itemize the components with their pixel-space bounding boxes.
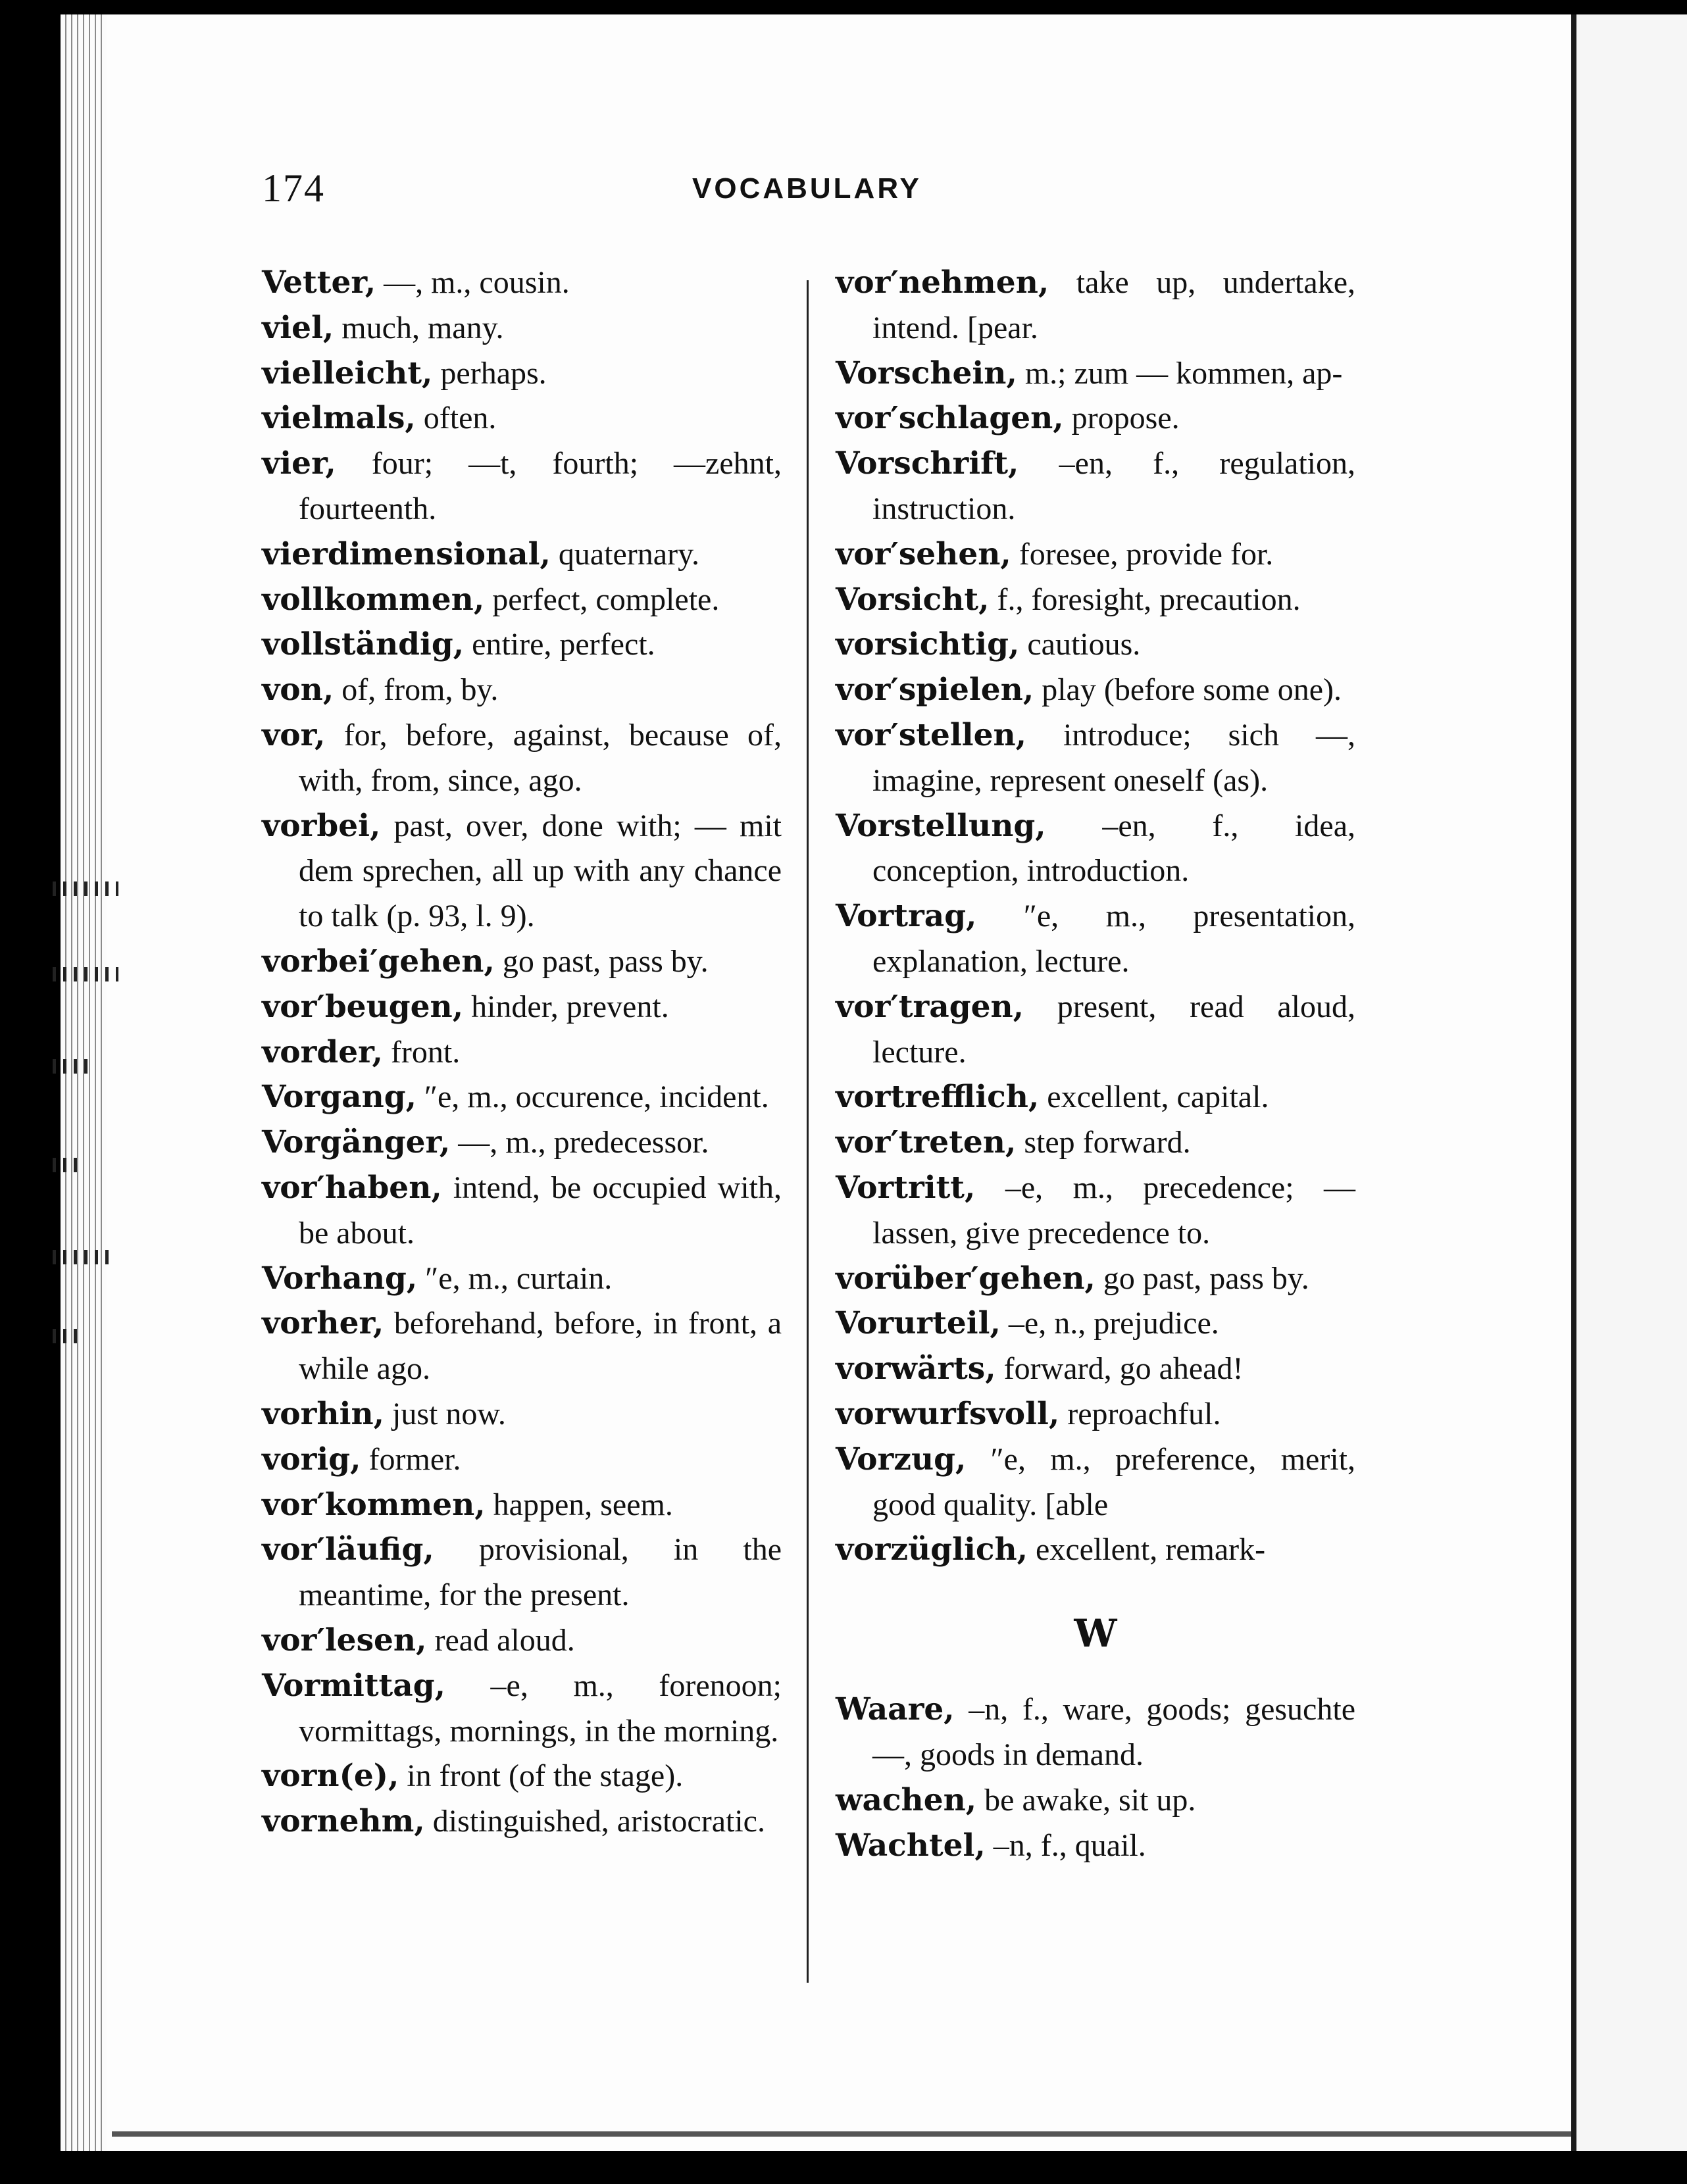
vocabulary-entry	[262, 1664, 782, 1754]
vocabulary-entry	[262, 1618, 782, 1664]
vocabulary-entry	[262, 985, 782, 1030]
entry-definition: provisional, in the meantime, for the present.	[299, 1532, 782, 1613]
entry-headword: vorüber′gehen,	[836, 1260, 1095, 1297]
entry-headword: vor′haben,	[262, 1169, 442, 1206]
entry-definition: four; —t, fourth; —zehnt, fourteenth.	[299, 446, 782, 526]
entry-definition: perhaps.	[432, 355, 547, 391]
entry-definition: play (before some one).	[1034, 672, 1342, 708]
entry-headword: vor′beugen,	[262, 988, 464, 1025]
vocabulary-entry	[836, 261, 1355, 351]
page-bottom-edge	[112, 2131, 1573, 2137]
entry-headword: vollständig,	[262, 626, 465, 663]
vocabulary-entry	[262, 1483, 782, 1528]
entry-headword: Vetter,	[262, 264, 376, 301]
vocabulary-entry	[262, 396, 782, 441]
vocabulary-entry	[262, 1301, 782, 1392]
entry-definition: –e, n., prejudice.	[1000, 1306, 1219, 1341]
entry-definition: —, m., predecessor.	[450, 1125, 709, 1160]
entry-headword: Vorgang,	[262, 1079, 416, 1116]
entry-definition: cautious.	[1019, 627, 1141, 662]
vocabulary-entry	[836, 668, 1355, 713]
entry-definition: –n, f., quail.	[985, 1827, 1146, 1863]
vocabulary-entry	[836, 622, 1355, 668]
entry-definition: –e, m., forenoon; vormittags, mornings, in the morning.	[299, 1668, 782, 1749]
entry-definition: intend, be occupied with, be about.	[299, 1170, 782, 1251]
vocabulary-entry	[262, 1799, 782, 1845]
vocabulary-entry	[836, 1778, 1355, 1824]
vocabulary-entry	[836, 1075, 1355, 1120]
vocabulary-entry	[262, 532, 782, 578]
facing-page	[1576, 14, 1687, 2151]
entry-definition: much, many.	[334, 310, 504, 345]
vocabulary-entry	[262, 261, 782, 306]
page-number: 174	[262, 166, 325, 210]
entry-definition: excellent, capital.	[1039, 1080, 1269, 1115]
vocabulary-entry	[836, 713, 1355, 804]
entry-headword: vorwärts,	[836, 1351, 996, 1387]
vocabulary-entry	[262, 1166, 782, 1256]
entry-headword: vor′nehmen,	[836, 264, 1049, 301]
vocabulary-entry	[262, 441, 782, 532]
entry-definition: f., foresight, precaution.	[989, 582, 1301, 617]
vocabulary-entry	[262, 713, 782, 804]
column-rule	[807, 280, 809, 1983]
vocabulary-entry	[262, 351, 782, 397]
entry-definition: –n, f., ware, goods; gesuchte —, goods in demand.	[872, 1692, 1355, 1772]
page-edge-marks	[53, 881, 125, 1355]
vocabulary-entry	[836, 1687, 1355, 1778]
left-column	[262, 261, 782, 1845]
entry-headword: von,	[262, 672, 334, 708]
entry-headword: vorbei,	[262, 807, 381, 844]
entry-definition: ″e, m., occurence, incident.	[416, 1080, 769, 1115]
entry-definition: –e, m., precedence; — lassen, give precedence to.	[872, 1170, 1355, 1251]
entry-definition: go past, pass by.	[1095, 1260, 1309, 1296]
vocabulary-entry	[262, 1256, 782, 1302]
entry-headword: vor′kommen,	[262, 1486, 486, 1523]
entry-headword: wachen,	[836, 1781, 977, 1818]
entry-definition: former.	[361, 1441, 461, 1477]
entry-headword: vorwurfsvoll,	[836, 1395, 1060, 1432]
entry-definition: perfect, complete.	[484, 582, 720, 617]
entry-headword: Vortrag,	[836, 898, 977, 935]
entry-headword: vor′spielen,	[836, 672, 1034, 708]
entry-headword: vollkommen,	[262, 581, 485, 618]
vocabulary-entry	[836, 1166, 1355, 1256]
entry-definition: propose.	[1063, 401, 1180, 436]
vocabulary-entry	[836, 1347, 1355, 1392]
entry-definition: often.	[415, 401, 497, 436]
entry-headword: vorhin,	[262, 1395, 384, 1432]
vocabulary-entry	[262, 1120, 782, 1166]
entry-headword: vor′stellen,	[836, 716, 1027, 753]
entry-headword: Vorschrift,	[836, 445, 1019, 482]
entry-headword: Vorsicht,	[836, 581, 990, 618]
entry-definition: introduce; sich —, imagine, represent oneself (as).	[872, 717, 1355, 798]
entry-headword: Vorhang,	[262, 1260, 418, 1297]
entry-headword: vierdimensional,	[262, 535, 551, 572]
vocabulary-entry	[836, 1824, 1355, 1869]
entry-definition: ″e, m., preference, merit, good quality. [able	[872, 1441, 1355, 1522]
entry-headword: vor′schlagen,	[836, 400, 1064, 437]
entry-headword: vor,	[262, 716, 326, 753]
vocabulary-entry	[262, 939, 782, 985]
entry-headword: Vorurteil,	[836, 1305, 1001, 1342]
vocabulary-entry	[262, 1075, 782, 1120]
entry-headword: Vortritt,	[836, 1169, 976, 1206]
vocabulary-entry	[836, 985, 1355, 1076]
entry-headword: vornehm,	[262, 1803, 425, 1840]
entry-headword: vor′sehen,	[836, 535, 1011, 572]
entry-headword: Vorzug,	[836, 1441, 967, 1477]
entry-definition: ″e, m., curtain.	[417, 1260, 613, 1296]
entry-headword: Vormittag,	[262, 1667, 445, 1704]
vocabulary-entry	[836, 441, 1355, 532]
entry-definition: present, read aloud, lecture.	[872, 989, 1355, 1070]
entry-headword: Waare,	[836, 1691, 955, 1728]
entry-definition: —, m., cousin.	[376, 265, 570, 300]
entry-definition: quaternary.	[550, 536, 699, 572]
gutter-shadow	[1571, 14, 1576, 2151]
entry-definition: take up, undertake, intend. [pear.	[872, 265, 1355, 345]
entry-headword: vorzüglich,	[836, 1531, 1028, 1568]
vocabulary-entry	[262, 1392, 782, 1437]
entry-headword: vor′lesen,	[262, 1622, 427, 1658]
section-letter: W	[1074, 1611, 1117, 1656]
vocabulary-entry	[262, 1527, 782, 1618]
entry-headword: vor′tragen,	[836, 988, 1024, 1025]
vocabulary-entry	[836, 894, 1355, 985]
vocabulary-entry	[262, 306, 782, 351]
entry-headword: vielmals,	[262, 400, 416, 437]
vocabulary-entry	[836, 1256, 1355, 1302]
entry-definition: –en, f., idea, conception, introduction.	[872, 808, 1355, 889]
entry-definition: read aloud.	[426, 1622, 575, 1658]
entry-headword: vor′läufig,	[262, 1531, 434, 1568]
vocabulary-entry	[836, 1392, 1355, 1437]
entry-headword: Vorgänger,	[262, 1124, 451, 1161]
entry-headword: vielleicht,	[262, 355, 433, 391]
vocabulary-entry	[836, 578, 1355, 623]
entry-definition: excellent, remark-	[1028, 1532, 1266, 1568]
vocabulary-entry	[836, 351, 1355, 397]
entry-definition: –en, f., regulation, instruction.	[872, 446, 1355, 526]
entry-headword: Vorschein,	[836, 355, 1017, 391]
vocabulary-entry	[262, 1437, 782, 1483]
entry-headword: Wachtel,	[836, 1827, 986, 1864]
vocabulary-entry	[836, 804, 1355, 895]
entry-definition: happen, seem.	[485, 1487, 673, 1522]
entry-definition: beforehand, before, in front, a while ago.	[299, 1306, 782, 1387]
vocabulary-entry	[262, 622, 782, 668]
entry-definition: of, from, by.	[334, 672, 499, 708]
entry-definition: entire, perfect.	[464, 627, 655, 662]
entry-definition: be awake, sit up.	[976, 1782, 1196, 1818]
vocabulary-entry	[836, 1437, 1355, 1528]
entry-definition: in front (of the stage).	[399, 1758, 684, 1794]
vocabulary-entry	[262, 668, 782, 713]
entry-headword: vorsichtig,	[836, 626, 1020, 663]
entry-headword: vortrefflich,	[836, 1079, 1040, 1116]
entry-headword: vor′treten,	[836, 1124, 1017, 1161]
entry-definition: go past, pass by.	[494, 943, 709, 979]
entry-definition: distinguished, aristocratic.	[424, 1804, 765, 1839]
entry-headword: viel,	[262, 309, 334, 346]
entry-headword: vorig,	[262, 1441, 361, 1477]
vocabulary-entry	[836, 1527, 1355, 1573]
entry-definition: hinder, prevent.	[463, 989, 669, 1024]
entry-definition: for, before, against, because of, with, from, since, ago.	[299, 717, 782, 798]
vocabulary-entry	[262, 804, 782, 939]
vocabulary-entry	[836, 1120, 1355, 1166]
vocabulary-entry	[836, 396, 1355, 441]
entry-headword: vorher,	[262, 1305, 384, 1342]
entry-definition: ″e, m., presentation, explanation, lecture.	[872, 899, 1355, 979]
entry-headword: vorder,	[262, 1033, 383, 1070]
entry-headword: vier,	[262, 445, 336, 482]
entry-definition: m.; zum — kommen, ap-	[1017, 355, 1343, 391]
entry-headword: vorbei′gehen,	[262, 943, 495, 980]
vocabulary-entry	[262, 1754, 782, 1799]
entry-definition: step forward.	[1016, 1125, 1191, 1160]
entry-headword: Vorstellung,	[836, 807, 1046, 844]
vocabulary-entry	[836, 1301, 1355, 1347]
entry-definition: past, over, done with; — mit dem sprechen, all up with any chance to talk (p. 93, l. 9).	[299, 808, 782, 934]
entry-definition: front.	[382, 1034, 461, 1070]
entry-definition: reproachful.	[1059, 1396, 1221, 1431]
entry-definition: forward, go ahead!	[995, 1351, 1244, 1387]
vocabulary-entry	[262, 1030, 782, 1076]
entry-definition: just now.	[384, 1396, 506, 1431]
entry-definition: foresee, provide for.	[1011, 536, 1274, 572]
vocabulary-entry	[262, 578, 782, 623]
running-head: VOCABULARY	[692, 172, 922, 205]
right-column	[836, 261, 1355, 1868]
vocabulary-entry	[836, 532, 1355, 578]
entry-headword: vorn(e),	[262, 1758, 399, 1795]
